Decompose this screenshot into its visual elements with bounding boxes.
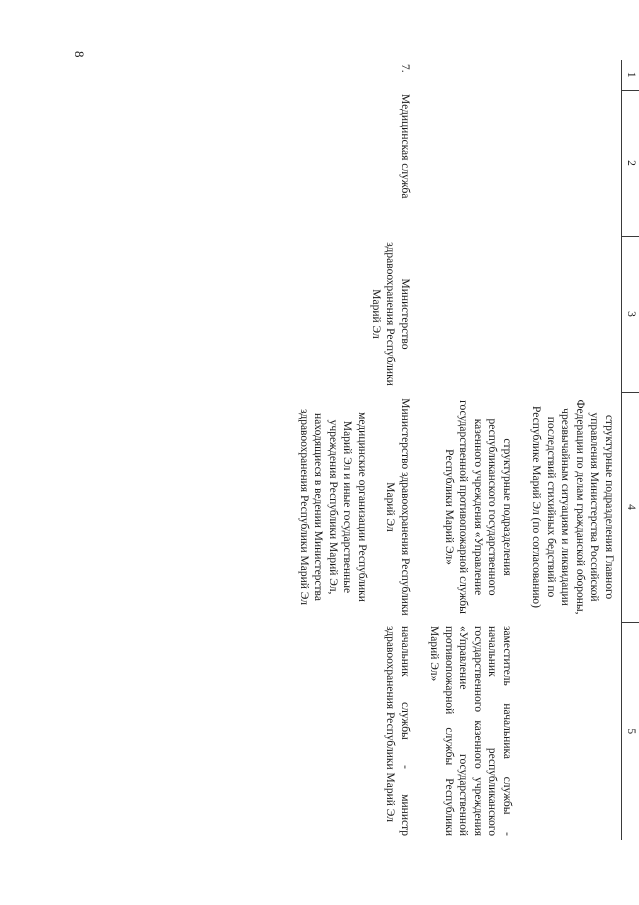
- service-chief: заместитель начальника службы - начальник республиканского государственного казенного учреждения «Управление государственной противопожарной службы Республики Марий Эл»: [428, 626, 513, 836]
- header-col-2: 2: [622, 90, 639, 236]
- services-table: [287, 60, 639, 840]
- table-row: [519, 60, 622, 840]
- forces-item: структурные подразделения Главного управления Министерства Российской Федерации по делам гражданской обороны, чрезвычайным ситуациям и ликвидации последствий стихийных бедствий по Республике Марий Эл (по согласованию): [530, 399, 615, 615]
- row-number: [417, 60, 519, 90]
- header-col-1: 1: [622, 60, 639, 90]
- row-number: 7.: [399, 64, 411, 73]
- page-number: 8: [72, 51, 87, 58]
- responsible-body: Министерство здравоохранения Республики Марий Эл: [370, 242, 411, 386]
- row-number: [519, 60, 622, 90]
- forces-and-means: [519, 392, 622, 622]
- responsible-body: [519, 236, 622, 392]
- header-col-5: 5: [622, 622, 639, 840]
- table-row: [287, 60, 418, 840]
- service-chief: начальник службы - министр здравоохранения Республики Марий Эл: [384, 626, 411, 836]
- forces-and-means: [417, 392, 519, 622]
- table-header-row: [622, 60, 639, 840]
- service-name: Медицинская служба: [399, 94, 411, 199]
- forces-item: Министерство здравоохранения Республики Марий Эл: [384, 398, 411, 616]
- service-chief: [519, 622, 622, 840]
- forces-item: структурные подразделения республиканского государственного казенного учреждения «Управление государственной противопожарной службы Республики Марий Эл»: [443, 400, 513, 614]
- service-name: [519, 90, 622, 236]
- table-row: [417, 60, 519, 840]
- forces-and-means: [287, 392, 418, 622]
- rotated-sheet: [111, 60, 639, 840]
- forces-item: медицинские организации Республики Марий Эл и иные государственные учреждения Республики Марий Эл, находящиеся в ведении Министерства здравоохранения Республики Марий Эл: [298, 409, 368, 605]
- service-name: [417, 90, 519, 236]
- responsible-body: [417, 236, 519, 392]
- header-col-3: 3: [622, 236, 639, 392]
- header-col-4: 4: [622, 392, 639, 622]
